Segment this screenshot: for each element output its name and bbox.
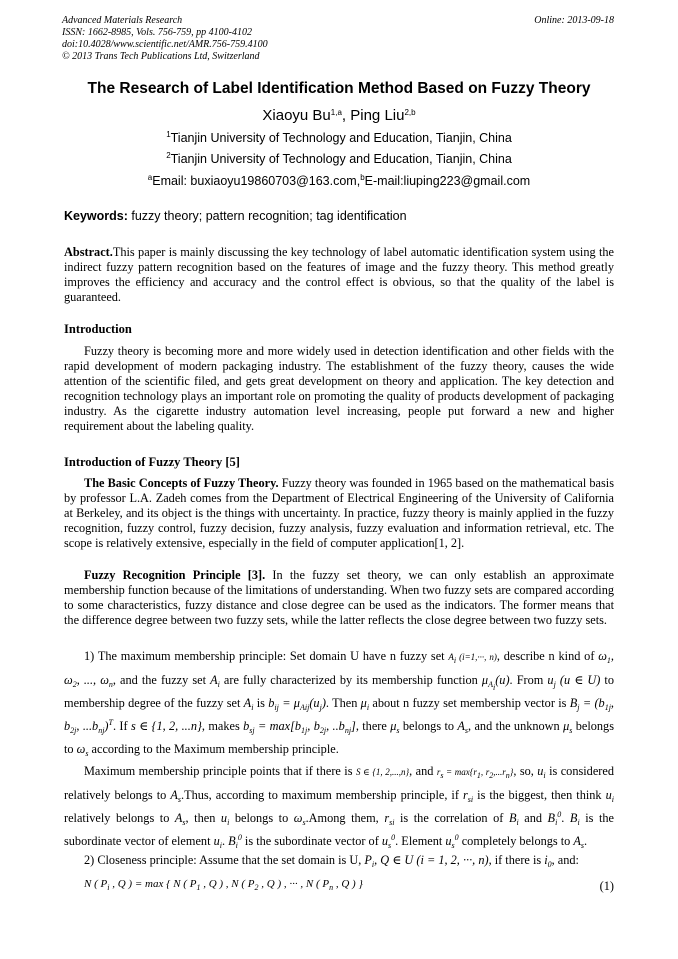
abstract-text: This paper is mainly discussing the key technology of label automatic identification system using the indirect fuzzy pattern recognition based on the features of image and the fuzzy theory. This method greatly improves the efficiency and accuracy and the control effect is obvious, so that the quality of the label is guaranteed. bbox=[64, 245, 614, 304]
journal-header bbox=[62, 15, 614, 63]
keywords-text: fuzzy theory; pattern recognition; tag identification bbox=[127, 209, 407, 223]
math-bi0: $B_i^0$ bbox=[547, 810, 562, 827]
math-mu-s: $\mu_s$ bbox=[390, 719, 400, 735]
author-line bbox=[0, 107, 678, 124]
p2-text-4: is considered relatively belongs to bbox=[64, 764, 614, 802]
p2-text-14: is the subordinate vector of element bbox=[64, 811, 614, 848]
p1-text-14: , and the unknown bbox=[468, 719, 564, 733]
p2-text-8: , then bbox=[185, 811, 221, 825]
p3-text-3: , and: bbox=[551, 853, 579, 867]
p1-text-5: . From bbox=[509, 673, 548, 687]
math-as-3: $A_s$ bbox=[174, 811, 186, 827]
p2-text-2: , and bbox=[409, 764, 437, 778]
basic-concepts-paragraph bbox=[64, 476, 614, 551]
p1-text-8: . Then bbox=[325, 696, 361, 710]
math-ui-2: $u_i$ bbox=[605, 788, 614, 804]
math-i0: $i_0$ bbox=[544, 853, 552, 869]
math-fuzzy-set: $A_i$ (i=1,···, n) bbox=[448, 652, 497, 665]
p3-text-1: 2) Closeness principle: Assume that the set domain is U, bbox=[84, 853, 365, 867]
math-omega-list: $\omega_1$, $\omega_2$, ..., $\omega_n$ bbox=[64, 649, 614, 689]
p2-text-12: and bbox=[518, 811, 548, 825]
p2-text-15: . bbox=[221, 834, 229, 848]
abstract bbox=[64, 245, 614, 305]
email-b-sup: b bbox=[360, 173, 365, 182]
math-bj-vector: $B_j = (b_{1j}$, $b_{2j}$, $...b_{nj})^T$ bbox=[64, 696, 614, 735]
p2-text-11: is the correlation of bbox=[394, 811, 509, 825]
author-1: Xiaoyu Bu bbox=[262, 107, 331, 124]
affiliation-2-sup: 2 bbox=[166, 151, 171, 160]
p1-text-2: , describe n kind of bbox=[496, 649, 599, 663]
author-separator: , bbox=[341, 107, 351, 124]
email-a-sup: a bbox=[147, 173, 153, 182]
copyright-line: © 2013 Trans Tech Publications Ltd, Switzerland bbox=[62, 51, 260, 62]
math-s-set-2: S ∈ {1, 2,...,n} bbox=[355, 767, 410, 777]
p2-text-19: . bbox=[584, 834, 588, 848]
recognition-principle-text: In the fuzzy set theory, we can only establish an approximate membership function because of the limitations of understanding. When two fuzzy sets are compared according to some characteristics, fuzzy distance and close degree can be used as the indicators. The former means that the difference degree between two fuzzy sets, while the latter reflects the close degree between two fuzzy sets. bbox=[64, 568, 614, 627]
basic-concepts-label: The Basic Concepts of Fuzzy Theory. bbox=[84, 476, 279, 490]
math-omega-s: $\omega_s$ bbox=[76, 742, 89, 758]
math-rsi-2: $r_{si}$ bbox=[384, 811, 395, 827]
p2-text-6: is the biggest, then think bbox=[473, 788, 606, 802]
p1-text-1: 1) The maximum membership principle: Set domain U have n fuzzy set bbox=[84, 649, 449, 663]
p1-text-3: , and the fuzzy set bbox=[112, 673, 211, 687]
p2-text-17: . Element bbox=[395, 834, 446, 848]
introduction-heading: Introduction bbox=[64, 322, 132, 336]
introduction-paragraph: Fuzzy theory is becoming more and more widely used in detection identification and other fields with the rapid development of modern packaging industry. The establishment of the fuzzy theory, causes the wide attention of the scientific filed, and gets great development on theory and application. The key detection and recognition technology plays an important role on promoting the quality of products development of packaging industry. As the cigarette industry automation level increasing, people put forward a new and higher requirement about the labeling quality. bbox=[64, 344, 614, 433]
p2-text-13: . bbox=[561, 811, 570, 825]
abstract-label: Abstract. bbox=[64, 245, 113, 259]
math-mu-ai: $\mu_{A_i}(u)$ bbox=[481, 673, 510, 692]
math-u0-2: $u_s^0$ bbox=[445, 833, 459, 850]
math-mu-i: $\mu_i$ bbox=[360, 696, 370, 712]
affiliation-2 bbox=[0, 152, 678, 166]
affiliation-1-text: Tianjin University of Technology and Education, Tianjin, China bbox=[170, 131, 512, 145]
math-rsi: $r_{si}$ bbox=[462, 788, 474, 804]
math-ui: $u_i$ bbox=[537, 764, 546, 780]
p1-text-15: belongs to bbox=[64, 719, 614, 756]
p1-text-13: belongs to bbox=[399, 719, 458, 733]
p1-text-12: , there bbox=[355, 719, 391, 733]
fuzzy-theory-heading: Introduction of Fuzzy Theory [5] bbox=[64, 455, 240, 469]
p1-text-6: to membership degree of the fuzzy set bbox=[64, 673, 614, 710]
affiliation-2-text: Tianjin University of Technology and Education, Tianjin, China bbox=[170, 152, 512, 166]
p1-text-4: are fully characterized by its membership function bbox=[219, 673, 482, 687]
p1-text-9: about n fuzzy set membership vector is bbox=[369, 696, 570, 710]
paper-title: The Research of Label Identification Method Based on Fuzzy Theory bbox=[87, 80, 591, 97]
math-bsj-max: $b_{sj} = \max[b_{1j}$, $b_{2j}$, $..b_{nj}$] bbox=[243, 719, 356, 735]
math-r-max: $r_s = \max\{r_1$, $r_2,...r_n$} bbox=[436, 767, 514, 780]
math-mu-s-2: $\mu_s$ bbox=[563, 719, 573, 735]
p1-text-7: is bbox=[253, 696, 269, 710]
p2-text-5: .Thus, according to maximum membership principle, if bbox=[181, 788, 463, 802]
author-1-sup: 1,a bbox=[330, 108, 342, 117]
equation-1 bbox=[84, 878, 614, 893]
math-aj: $A_i$ bbox=[243, 696, 254, 712]
p2-text-16: is the subordinate vector of bbox=[241, 834, 382, 848]
math-u0: $u_s^0$ bbox=[381, 833, 396, 850]
math-as-2: $A_s$ bbox=[170, 788, 181, 804]
math-ai: $A_i$ bbox=[210, 673, 220, 689]
equation-1-body: N ( $P_i$ , Q ) = max { N ( $P_1$ , Q ) , N ( $P_2$ , Q ) , ··· , N ( $P_n$ , Q ) } bbox=[84, 878, 363, 892]
p2-text-1: Maximum membership principle points that if there is bbox=[84, 764, 356, 778]
math-pi-q: $P_i$, Q ∈ U (i = 1, 2, ···, n) bbox=[364, 853, 489, 869]
math-s-set: s ∈ {1, 2, ...n} bbox=[130, 719, 202, 733]
issn-line: ISSN: 1662-8985, Vols. 756-759, pp 4100-4102 bbox=[62, 27, 252, 38]
p2-text-18: completely belongs to bbox=[458, 834, 574, 848]
math-bij: $b_{ij} = \mu_{Aij}(u_j)$ bbox=[268, 696, 326, 712]
math-omega-s-2: $\omega_s$ bbox=[293, 811, 306, 827]
p2-text-3: , so, bbox=[513, 764, 538, 778]
math-bi-2: $B_i$ bbox=[569, 811, 580, 827]
journal-name: Advanced Materials Research bbox=[62, 15, 183, 26]
max-membership-detail-paragraph bbox=[64, 760, 614, 853]
p2-text-9: belongs to bbox=[229, 811, 294, 825]
math-bi0-2: $B_i^0$ bbox=[228, 833, 242, 850]
recognition-principle-paragraph bbox=[64, 568, 614, 628]
keywords-label: Keywords: bbox=[64, 209, 128, 223]
p3-text-2: , if there is bbox=[488, 853, 545, 867]
max-membership-paragraph bbox=[64, 645, 614, 761]
affiliation-1 bbox=[0, 131, 678, 145]
email-line bbox=[0, 174, 678, 188]
author-2: Ping Liu bbox=[350, 107, 405, 124]
p2-text-10: .Among them, bbox=[305, 811, 385, 825]
doi-line: doi:10.4028/www.scientific.net/AMR.756-759.4100 bbox=[62, 39, 268, 50]
basic-concepts-text: Fuzzy theory was founded in 1965 based on the mathematical basis by professor L.A. Zadeh comes from the Department of Electrical Engineering of the University of California at Berkeley, and its object is the things with uncertainty. In practice, fuzzy theory is mainly applied in the fuzzy recognition, fuzzy control, fuzzy decision, fuzzy analysis, fuzzy evaluation and information retrieval, etc. The scope is relatively extensive, especially in the field of computer application[1, 2]. bbox=[64, 476, 615, 550]
math-ui-3: $u_i$ bbox=[220, 811, 230, 827]
p2-text-7: relatively belongs to bbox=[64, 811, 175, 825]
math-bi: $B_i$ bbox=[508, 811, 519, 827]
email-a: Email: buxiaoyu19860703@163.com, bbox=[152, 174, 361, 188]
p1-text-16: according to the Maximum membership principle. bbox=[88, 742, 339, 756]
email-b: E-mail:liuping223@gmail.com bbox=[364, 174, 531, 188]
online-date: Online: 2013-09-18 bbox=[534, 15, 614, 26]
math-as-4: $A_s$ bbox=[573, 834, 585, 850]
p1-text-11: , makes bbox=[201, 719, 244, 733]
p1-text-10: . If bbox=[112, 719, 131, 733]
recognition-principle-label: Fuzzy Recognition Principle [3]. bbox=[84, 568, 266, 582]
keywords bbox=[64, 209, 407, 223]
affiliation-1-sup: 1 bbox=[166, 130, 171, 139]
author-2-sup: 2,b bbox=[404, 108, 416, 117]
closeness-principle-paragraph bbox=[64, 853, 614, 868]
math-ui-4: $u_i$ bbox=[213, 834, 222, 850]
math-as: $A_s$ bbox=[457, 719, 469, 735]
equation-1-number: (1) bbox=[599, 879, 614, 893]
math-uj: $u_j$ (u ∈ U) bbox=[547, 673, 601, 689]
